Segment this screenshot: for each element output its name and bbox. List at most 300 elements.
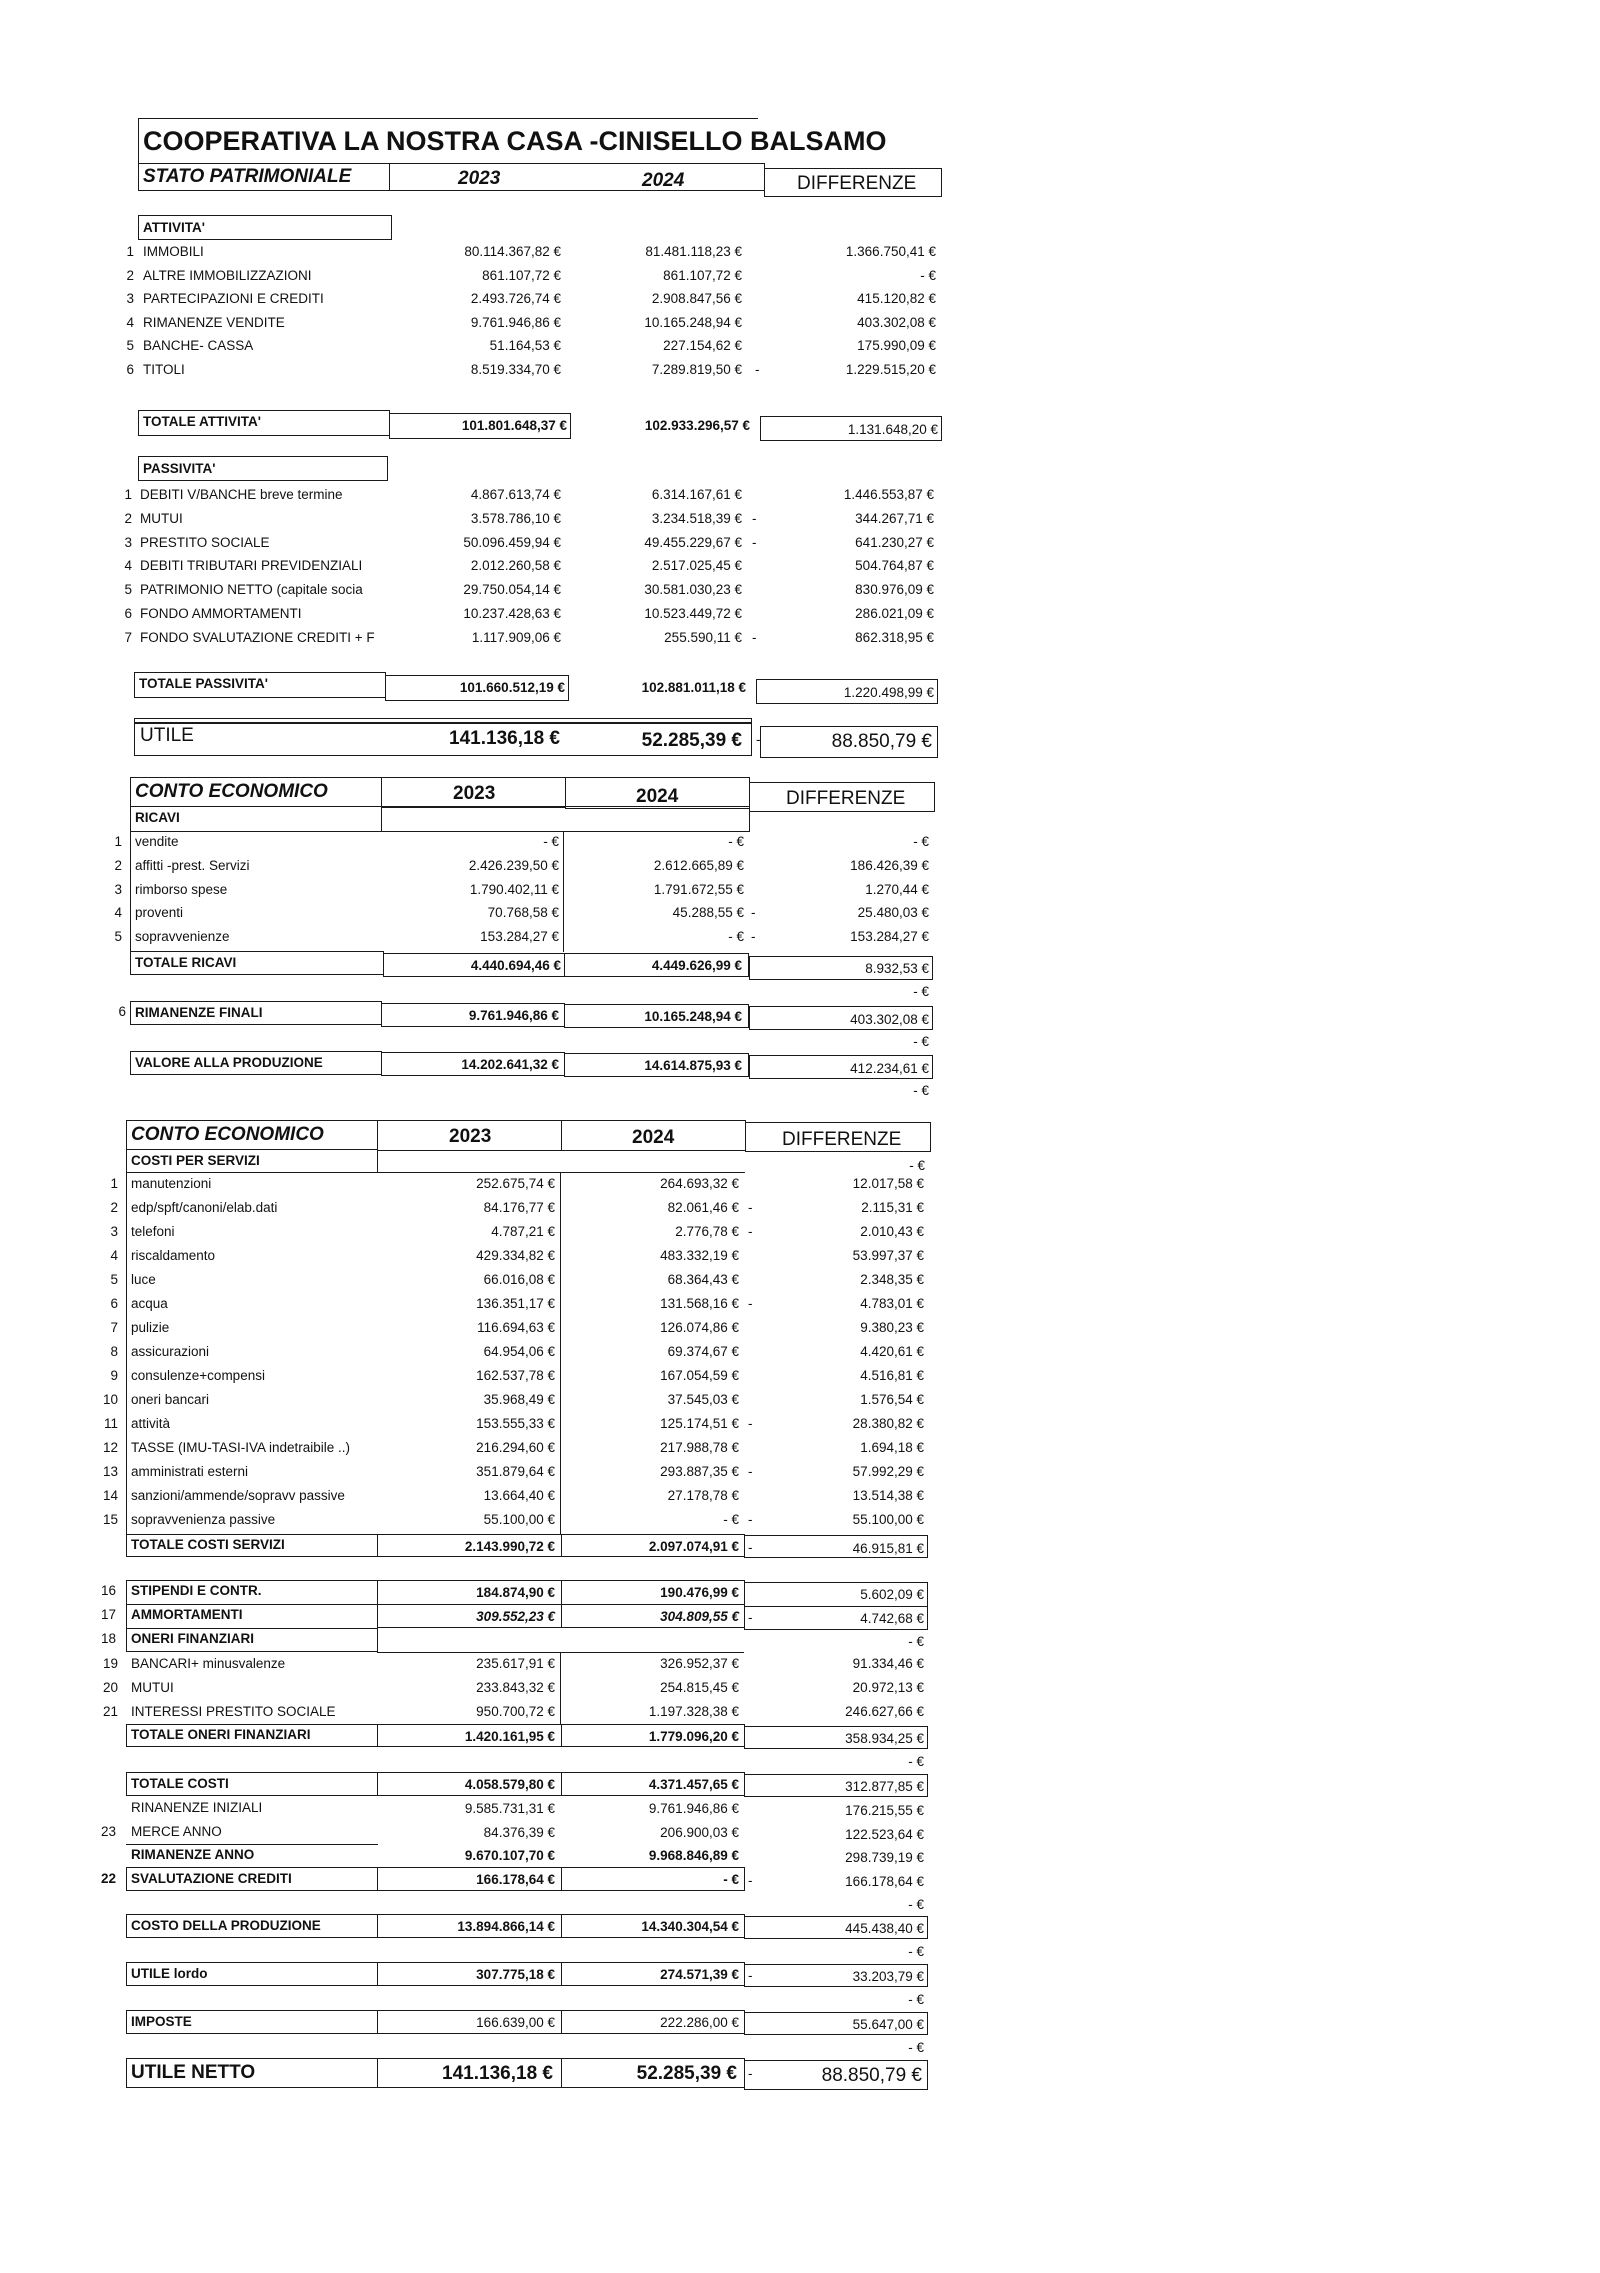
svalutazione-neg: - <box>748 1873 753 1888</box>
ricavi-row-diff: 1.270,44 € <box>865 881 929 897</box>
costi-row-index: 1 <box>110 1176 118 1191</box>
svalutazione-label: SVALUTAZIONE CREDITI <box>131 1871 292 1886</box>
ricavi-row-2023: - € <box>543 834 559 849</box>
totale-costi-label: TOTALE COSTI <box>131 1776 229 1791</box>
attivita-row-2024: 7.289.819,50 € <box>651 361 742 377</box>
passivita-row-index: 4 <box>124 558 132 574</box>
passivita-row-index: 3 <box>124 534 132 550</box>
passivita-row-index: 2 <box>124 510 132 526</box>
totale-oneri-2024: 1.779.096,20 € <box>648 1729 739 1744</box>
passivita-row-label: FONDO SVALUTAZIONE CREDITI + F <box>140 629 375 645</box>
costi-row-label: assicurazioni <box>131 1344 210 1359</box>
passivita-row-2023: 10.237.428,63 € <box>463 606 561 621</box>
oneri-row-diff: 91.334,46 € <box>852 1656 924 1671</box>
rimanenze-anno-2023: 9.670.107,70 € <box>464 1848 555 1863</box>
costi-row-2023: 55.100,00 € <box>483 1512 555 1527</box>
merce-index: 23 <box>100 1824 116 1839</box>
rimanenze-finali-diff: 403.302,08 € <box>850 1012 929 1027</box>
passivita-row-2024: 2.517.025,45 € <box>651 558 742 574</box>
costi-row-label: pulizie <box>131 1320 170 1335</box>
attivita-row-label: IMMOBILI <box>143 244 204 259</box>
costi-row-diff: 2.348,35 € <box>860 1272 924 1287</box>
utile-lordo-neg: - <box>748 1968 753 1983</box>
costi-row-2023: 84.176,77 € <box>483 1200 555 1215</box>
ricavi-row-2023: 70.768,58 € <box>487 905 559 921</box>
costi-row-diff: 4.516,81 € <box>860 1368 924 1383</box>
merce-anno-2024: 206.900,03 € <box>660 1825 739 1840</box>
ricavi-row-2024: 1.791.672,55 € <box>653 881 744 897</box>
costi-row-2023: 4.787,21 € <box>491 1224 555 1239</box>
costi-row-label: sopravvenienza passive <box>131 1512 276 1527</box>
ricavi-row-2023: 153.284,27 € <box>480 929 559 945</box>
passivita-row-label: PATRIMONIO NETTO (capitale socia <box>140 582 363 598</box>
stato-patrimoniale-header: STATO PATRIMONIALE <box>143 166 352 187</box>
costi-row-2023: 66.016,08 € <box>483 1272 555 1287</box>
conto-economico-header: CONTO ECONOMICO <box>135 781 328 802</box>
costi-row-index: 9 <box>110 1368 118 1383</box>
costi-row-diff: 9.380,23 € <box>860 1320 924 1335</box>
rinanenze-iniziali-2023: 9.585.731,31 € <box>464 1801 555 1816</box>
passivita-row-2023: 1.117.909,06 € <box>471 629 561 645</box>
costi-row-2023: 153.555,33 € <box>476 1416 555 1431</box>
oneri-finanziari-label: ONERI FINANZIARI <box>131 1631 254 1646</box>
attivita-row-index: 5 <box>126 338 134 353</box>
costi-row-2024: 126.074,86 € <box>660 1320 739 1335</box>
attivita-row-neg: - <box>755 361 760 377</box>
ammortamenti-2024: 304.809,55 € <box>660 1609 739 1624</box>
costi-row-diff: 57.992,29 € <box>852 1464 924 1479</box>
totale-oneri-2023: 1.420.161,95 € <box>464 1729 555 1744</box>
attivita-row-diff: 1.366.750,41 € <box>845 244 936 259</box>
attivita-row-2023: 2.493.726,74 € <box>470 291 561 306</box>
stipendi-diff: 5.602,09 € <box>860 1587 924 1602</box>
valore-produzione-label: VALORE ALLA PRODUZIONE <box>135 1055 323 1070</box>
costi-row-index: 5 <box>110 1272 118 1287</box>
costi-row-index: 11 <box>103 1416 118 1431</box>
passivita-row-2023: 2.012.260,58 € <box>470 558 561 574</box>
costi-row-index: 6 <box>110 1296 118 1311</box>
costi-row-diff: 1.576,54 € <box>860 1392 924 1407</box>
ricavi-row-diff: - € <box>913 834 929 849</box>
totale-ricavi-2024: 4.449.626,99 € <box>651 958 742 973</box>
costi-row-2024: 293.887,35 € <box>660 1464 739 1479</box>
totale-ricavi-label: TOTALE RICAVI <box>135 955 237 970</box>
oneri-index: 18 <box>100 1631 116 1646</box>
totale-passivita-2023: 101.660.512,19 € <box>459 680 565 695</box>
costi-row-2024: 37.545,03 € <box>667 1392 739 1407</box>
attivita-row-diff: 175.990,09 € <box>857 338 936 353</box>
oneri-row-index: 20 <box>102 1680 118 1695</box>
passivita-label: PASSIVITA' <box>143 461 216 476</box>
attivita-row-2024: 81.481.118,23 € <box>645 244 742 259</box>
svalutazione-diff: 166.178,64 € <box>845 1874 924 1889</box>
costi-row-label: telefoni <box>131 1224 175 1239</box>
costi-row-2024: 68.364,43 € <box>667 1272 739 1287</box>
col-differenze: DIFFERENZE <box>797 173 917 194</box>
passivita-row-index: 1 <box>124 487 132 502</box>
costo-produzione-diff: 445.438,40 € <box>845 1921 924 1936</box>
attivita-row-diff: 415.120,82 € <box>857 291 936 306</box>
costi-row-label: edp/spft/canoni/elab.dati <box>131 1200 278 1215</box>
costi-row-neg: - <box>748 1512 753 1527</box>
passivita-row-2024: 6.314.167,61 € <box>651 487 742 502</box>
stipendi-2024: 190.476,99 € <box>660 1585 739 1600</box>
oneri-row-2024: 1.197.328,38 € <box>648 1704 739 1719</box>
costi-row-index: 2 <box>110 1200 118 1215</box>
costi-row-2023: 252.675,74 € <box>476 1176 555 1191</box>
costi-col-differenze: DIFFERENZE <box>782 1129 902 1150</box>
passivita-row-label: DEBITI TRIBUTARI PREVIDENZIALI <box>140 558 363 574</box>
costi-zero-2: - € <box>908 1754 924 1769</box>
passivita-row-diff: 830.976,09 € <box>855 582 934 598</box>
costi-row-neg: - <box>748 1416 753 1431</box>
passivita-row-2024: 49.455.229,67 € <box>644 534 742 550</box>
costi-row-index: 12 <box>102 1440 118 1455</box>
passivita-row-neg: - <box>752 534 757 550</box>
ricavi-zero-3: - € <box>913 1083 929 1098</box>
totale-oneri-diff: 358.934,25 € <box>845 1731 924 1746</box>
costi-row-2024: 217.988,78 € <box>660 1440 739 1455</box>
costi-row-2023: 13.664,40 € <box>483 1488 555 1503</box>
oneri-row-2023: 233.843,32 € <box>476 1680 555 1695</box>
ricavi-row-label: rimborso spese <box>135 881 228 897</box>
ricavi-row-index: 4 <box>114 905 122 921</box>
oneri-row-index: 21 <box>102 1704 118 1719</box>
passivita-row-neg: - <box>752 510 757 526</box>
merce-anno-diff: 122.523,64 € <box>845 1827 924 1842</box>
costi-col-2024: 2024 <box>632 1127 675 1148</box>
ammortamenti-diff: 4.742,68 € <box>860 1611 924 1626</box>
rimanenze-finali-2024: 10.165.248,94 € <box>644 1009 742 1024</box>
costi-row-diff: 13.514,38 € <box>852 1488 924 1503</box>
passivita-row-index: 7 <box>124 629 132 645</box>
attivita-row-index: 3 <box>126 291 134 306</box>
rimanenze-finali-label: RIMANENZE FINALI <box>135 1005 263 1020</box>
passivita-row-index: 5 <box>124 582 132 598</box>
valore-produzione-2024: 14.614.875,93 € <box>644 1058 742 1073</box>
attivita-row-index: 2 <box>126 267 134 283</box>
attivita-row-2024: 2.908.847,56 € <box>651 291 742 306</box>
valore-produzione-2023: 14.202.641,32 € <box>461 1057 559 1072</box>
rinanenze-iniziali-diff: 176.215,55 € <box>845 1803 924 1818</box>
costi-row-index: 8 <box>110 1344 118 1359</box>
attivita-row-label: RIMANENZE VENDITE <box>143 314 285 330</box>
costi-row-label: manutenzioni <box>131 1176 212 1191</box>
oneri-row-label: MUTUI <box>131 1680 174 1695</box>
attivita-row-label: PARTECIPAZIONI E CREDITI <box>143 291 324 306</box>
attivita-row-2024: 227.154,62 € <box>663 338 742 353</box>
costi-row-label: consulenze+compensi <box>131 1368 265 1383</box>
ricavi-row-label: vendite <box>135 834 179 849</box>
ricavi-row-neg: - <box>751 905 756 921</box>
costi-zero-top: - € <box>909 1158 925 1173</box>
costi-row-diff: 1.694,18 € <box>860 1440 924 1455</box>
costi-row-neg: - <box>748 1296 753 1311</box>
ammortamenti-neg: - <box>748 1610 753 1625</box>
costi-zero-3: - € <box>908 1897 924 1912</box>
passivita-row-label: DEBITI V/BANCHE breve termine <box>140 487 343 502</box>
passivita-row-label: MUTUI <box>140 510 183 526</box>
totale-costi-servizi-2023: 2.143.990,72 € <box>464 1539 555 1554</box>
costi-row-2024: 2.776,78 € <box>675 1224 739 1239</box>
costi-row-index: 3 <box>110 1224 118 1239</box>
utile-label: UTILE <box>140 725 194 746</box>
passivita-row-diff: 344.267,71 € <box>855 510 934 526</box>
totale-passivita-label: TOTALE PASSIVITA' <box>139 676 268 691</box>
ricavi-row-index: 1 <box>114 834 122 849</box>
attivita-row-2023: 51.164,53 € <box>489 338 561 353</box>
oneri-row-label: BANCARI+ minusvalenze <box>131 1656 286 1671</box>
svalutazione-2024: - € <box>723 1872 739 1887</box>
ammortamenti-2023: 309.552,23 € <box>476 1609 555 1624</box>
costi-row-diff: 28.380,82 € <box>852 1416 924 1431</box>
totale-attivita-2023: 101.801.648,37 € <box>461 418 567 433</box>
costi-row-label: sanzioni/ammende/sopravv passive <box>131 1488 345 1503</box>
costi-row-2024: 167.054,59 € <box>660 1368 739 1383</box>
ricavi-row-index: 5 <box>114 929 122 945</box>
costi-row-2024: 264.693,32 € <box>660 1176 739 1191</box>
passivita-row-diff: 1.446.553,87 € <box>843 487 934 502</box>
merce-anno-label: MERCE ANNO <box>131 1824 222 1839</box>
costi-row-diff: 55.100,00 € <box>852 1512 924 1527</box>
costi-row-neg: - <box>748 1200 753 1215</box>
costi-row-2024: 125.174,51 € <box>660 1416 739 1431</box>
costi-col-2023: 2023 <box>449 1126 492 1147</box>
ricavi-row-diff: 25.480,03 € <box>857 905 929 921</box>
totale-costi-servizi-label: TOTALE COSTI SERVIZI <box>131 1537 285 1552</box>
ricavi-row-2023: 1.790.402,11 € <box>469 881 559 897</box>
passivita-row-diff: 641.230,27 € <box>855 534 934 550</box>
attivita-row-2023: 80.114.367,82 € <box>464 244 561 259</box>
stipendi-2023: 184.874,90 € <box>476 1585 555 1600</box>
costi-row-label: oneri bancari <box>131 1392 210 1407</box>
oneri-row-label: INTERESSI PRESTITO SOCIALE <box>131 1704 336 1719</box>
oneri-row-2023: 235.617,91 € <box>476 1656 555 1671</box>
totale-ricavi-2023: 4.440.694,46 € <box>470 958 561 973</box>
costi-row-neg: - <box>748 1224 753 1239</box>
totale-oneri-label: TOTALE ONERI FINANZIARI <box>131 1727 311 1742</box>
ricavi-row-label: proventi <box>135 905 184 921</box>
passivita-row-diff: 286.021,09 € <box>855 606 934 621</box>
totale-attivita-2024: 102.933.296,57 € <box>644 418 750 433</box>
attivita-row-index: 4 <box>126 314 134 330</box>
document-title: COOPERATIVA LA NOSTRA CASA -CINISELLO BALSAMO <box>143 126 887 156</box>
costo-produzione-2024: 14.340.304,54 € <box>641 1919 739 1934</box>
costi-row-2024: 483.332,19 € <box>660 1248 739 1263</box>
attivita-row-2024: 10.165.248,94 € <box>644 314 742 330</box>
costi-row-diff: 2.010,43 € <box>860 1224 924 1239</box>
ricavi-row-diff: 153.284,27 € <box>850 929 929 945</box>
utile-2023: 141.136,18 € <box>449 728 560 749</box>
costi-row-index: 13 <box>102 1464 118 1479</box>
ricavi-row-index: 2 <box>114 857 122 873</box>
utile-lordo-label: UTILE lordo <box>131 1966 208 1981</box>
oneri-row-2024: 254.815,45 € <box>660 1680 739 1695</box>
costi-row-index: 4 <box>110 1248 118 1263</box>
oneri-row-2024: 326.952,37 € <box>660 1656 739 1671</box>
costi-row-diff: 4.420,61 € <box>860 1344 924 1359</box>
col-2024: 2024 <box>642 170 685 191</box>
totale-costi-servizi-neg: - <box>748 1540 753 1555</box>
costi-row-2023: 351.879,64 € <box>476 1464 555 1479</box>
svalutazione-2023: 166.178,64 € <box>476 1872 555 1887</box>
costi-row-label: luce <box>131 1272 156 1287</box>
passivita-row-2023: 29.750.054,14 € <box>463 582 561 598</box>
ricavi-row-index: 3 <box>114 881 122 897</box>
ricavi-row-2023: 2.426.239,50 € <box>468 857 559 873</box>
costi-row-neg: - <box>748 1464 753 1479</box>
rimanenze-anno-2024: 9.968.846,89 € <box>648 1848 739 1863</box>
passivita-row-neg: - <box>752 629 757 645</box>
costi-zero-6: - € <box>908 2040 924 2055</box>
costi-zero-5: - € <box>908 1992 924 2007</box>
passivita-row-index: 6 <box>124 606 132 621</box>
attivita-row-2024: 861.107,72 € <box>663 267 742 283</box>
ricavi-col-differenze: DIFFERENZE <box>786 788 906 809</box>
ricavi-row-diff: 186.426,39 € <box>850 857 929 873</box>
attivita-row-diff: 1.229.515,20 € <box>845 361 936 377</box>
utile-neg: - <box>756 732 761 747</box>
totale-ricavi-diff: 8.932,53 € <box>865 961 929 976</box>
passivita-row-2024: 30.581.030,23 € <box>644 582 742 598</box>
passivita-row-label: PRESTITO SOCIALE <box>140 534 270 550</box>
costi-row-2023: 216.294,60 € <box>476 1440 555 1455</box>
imposte-2023: 166.639,00 € <box>476 2015 555 2030</box>
totale-costi-2023: 4.058.579,80 € <box>464 1777 555 1792</box>
utile-lordo-2024: 274.571,39 € <box>660 1967 739 1982</box>
imposte-label: IMPOSTE <box>131 2014 192 2029</box>
costi-row-2024: 27.178,78 € <box>667 1488 739 1503</box>
rimanenze-anno-diff: 298.739,19 € <box>845 1850 924 1865</box>
totale-passivita-diff: 1.220.498,99 € <box>843 685 934 700</box>
totale-costi-servizi-2024: 2.097.074,91 € <box>648 1539 739 1554</box>
costi-row-2023: 116.694,63 € <box>477 1320 555 1335</box>
oneri-row-diff: 246.627,66 € <box>845 1704 924 1719</box>
passivita-row-2024: 10.523.449,72 € <box>644 606 742 621</box>
ricavi-row-2024: - € <box>728 834 744 849</box>
costi-row-label: TASSE (IMU-TASI-IVA indetraibile ..) <box>131 1440 351 1455</box>
costi-row-2023: 136.351,17 € <box>476 1296 555 1311</box>
costi-row-2024: 69.374,67 € <box>667 1344 739 1359</box>
costi-row-2024: - € <box>723 1512 739 1527</box>
utile-netto-label: UTILE NETTO <box>131 2062 256 2083</box>
oneri-zero: - € <box>908 1634 924 1649</box>
costi-row-2024: 82.061,46 € <box>667 1200 739 1215</box>
costi-row-2023: 162.537,78 € <box>476 1368 555 1383</box>
passivita-row-label: FONDO AMMORTAMENTI <box>140 606 302 621</box>
stipendi-label: STIPENDI E CONTR. <box>131 1583 262 1598</box>
valore-produzione-diff: 412.234,61 € <box>850 1061 929 1076</box>
costi-row-label: amministrati esterni <box>131 1464 249 1479</box>
costi-row-diff: 53.997,37 € <box>852 1248 924 1263</box>
passivita-row-diff: 862.318,95 € <box>855 629 934 645</box>
costo-produzione-label: COSTO DELLA PRODUZIONE <box>131 1918 321 1933</box>
costi-row-index: 7 <box>110 1320 118 1335</box>
totale-attivita-diff: 1.131.648,20 € <box>847 422 938 437</box>
utile-netto-neg: - <box>748 2066 753 2081</box>
costi-row-index: 15 <box>102 1512 118 1527</box>
costi-row-2023: 64.954,06 € <box>483 1344 555 1359</box>
costi-zero-4: - € <box>908 1944 924 1959</box>
ricavi-row-2024: 45.288,55 € <box>672 905 744 921</box>
attivita-row-2023: 8.519.334,70 € <box>470 361 561 377</box>
attivita-row-diff: - € <box>920 267 936 283</box>
oneri-row-diff: 20.972,13 € <box>852 1680 924 1695</box>
costi-row-2023: 429.334,82 € <box>476 1248 555 1263</box>
costi-row-label: riscaldamento <box>131 1248 216 1263</box>
ricavi-zero-1: - € <box>913 984 929 999</box>
merce-anno-2023: 84.376,39 € <box>483 1825 555 1840</box>
svalutazione-index: 22 <box>100 1871 116 1886</box>
costi-row-index: 10 <box>102 1392 118 1407</box>
passivita-row-diff: 504.764,87 € <box>855 558 934 574</box>
attivita-label: ATTIVITA' <box>143 220 205 235</box>
ricavi-col-2024: 2024 <box>636 786 679 807</box>
utile-2024: 52.285,39 € <box>641 730 742 751</box>
utile-netto-diff: 88.850,79 € <box>821 2065 922 2086</box>
ricavi-sub: RICAVI <box>135 810 180 825</box>
costi-servizi-sub: COSTI PER SERVIZI <box>131 1153 260 1168</box>
rinanenze-iniziali-label: RINANENZE INIZIALI <box>131 1800 263 1815</box>
ricavi-row-2024: 2.612.665,89 € <box>653 857 744 873</box>
attivita-row-label: ALTRE IMMOBILIZZAZIONI <box>143 267 312 283</box>
attivita-row-diff: 403.302,08 € <box>857 314 936 330</box>
ammortamenti-label: AMMORTAMENTI <box>131 1607 243 1622</box>
costi-row-2024: 131.568,16 € <box>660 1296 739 1311</box>
costo-produzione-2023: 13.894.866,14 € <box>457 1919 555 1934</box>
oneri-row-2023: 950.700,72 € <box>476 1704 555 1719</box>
ricavi-col-2023: 2023 <box>453 783 496 804</box>
attivita-row-2023: 861.107,72 € <box>482 267 561 283</box>
rinanenze-iniziali-2024: 9.761.946,86 € <box>648 1801 739 1816</box>
utile-lordo-2023: 307.775,18 € <box>476 1967 555 1982</box>
imposte-2024: 222.286,00 € <box>660 2015 739 2030</box>
costi-row-label: acqua <box>131 1296 168 1311</box>
utile-lordo-diff: 33.203,79 € <box>852 1969 924 1984</box>
totale-attivita-label: TOTALE ATTIVITA' <box>143 414 261 429</box>
rimanenze-finali-2023: 9.761.946,86 € <box>468 1008 559 1023</box>
ricavi-zero-2: - € <box>913 1034 929 1049</box>
attivita-row-index: 1 <box>126 244 134 259</box>
col-2023: 2023 <box>458 168 501 189</box>
totale-passivita-2024: 102.881.011,18 € <box>641 680 746 695</box>
utile-netto-2023: 141.136,18 € <box>442 2063 553 2084</box>
costi-row-2023: 35.968,49 € <box>483 1392 555 1407</box>
ammortamenti-index: 17 <box>100 1607 116 1622</box>
totale-costi-2024: 4.371.457,65 € <box>648 1777 739 1792</box>
passivita-row-2024: 255.590,11 € <box>664 629 742 645</box>
attivita-row-2023: 9.761.946,86 € <box>470 314 561 330</box>
oneri-row-index: 19 <box>102 1656 118 1671</box>
costi-row-diff: 12.017,58 € <box>852 1176 924 1191</box>
costi-row-index: 14 <box>102 1488 118 1503</box>
passivita-row-2023: 4.867.613,74 € <box>470 487 561 502</box>
ricavi-row-neg: - <box>751 929 756 945</box>
ricavi-row-label: affitti -prest. Servizi <box>135 857 250 873</box>
imposte-diff: 55.647,00 € <box>852 2017 924 2032</box>
costi-row-diff: 2.115,31 € <box>861 1200 924 1215</box>
passivita-row-2023: 50.096.459,94 € <box>463 534 561 550</box>
passivita-row-2023: 3.578.786,10 € <box>470 510 561 526</box>
attivita-row-label: TITOLI <box>143 361 185 377</box>
ricavi-row-label: sopravvenienze <box>135 929 230 945</box>
costi-row-diff: 4.783,01 € <box>860 1296 924 1311</box>
costi-row-label: attività <box>131 1416 171 1431</box>
conto-economico-costi-header: CONTO ECONOMICO <box>131 1124 324 1145</box>
totale-costi-diff: 312.877,85 € <box>845 1779 924 1794</box>
ricavi-row-2024: - € <box>728 929 744 945</box>
rimanenze-finali-index: 6 <box>118 1004 126 1019</box>
